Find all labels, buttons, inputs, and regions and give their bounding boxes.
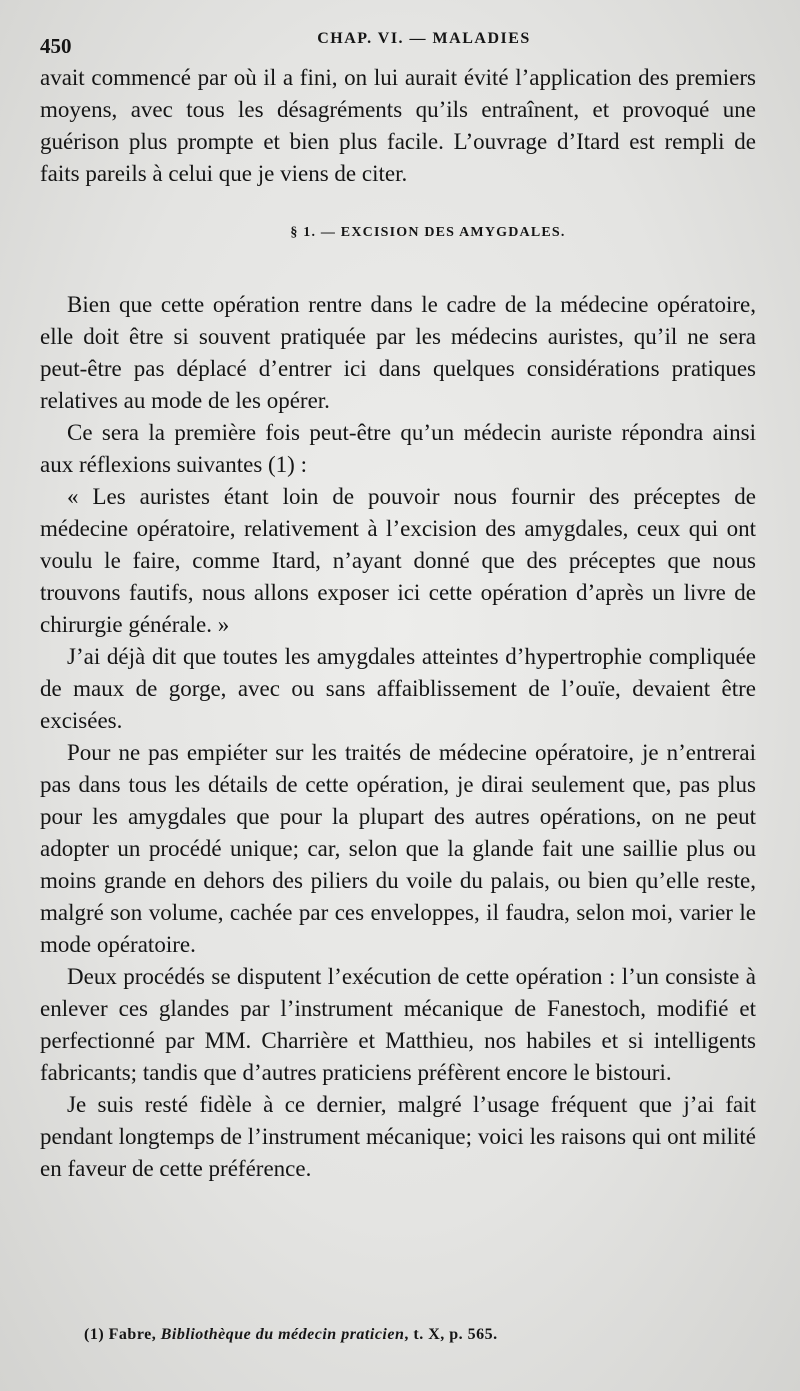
section-title: § 1. — EXCISION DES AMYGDALES. xyxy=(290,225,566,240)
paragraph: Ce sera la première fois peut-être qu’un médecin auriste répondra ainsi aux réflexions suivantes (1) : xyxy=(40,420,756,477)
quotation-paragraph: « Les auristes étant loin de pouvoir nous fournir des préceptes de médecine opératoire, relativement à l’excision des amygdales, ceux qui ont voulu le faire, comme Itard, n’ayant donné que des préceptes que nous trouvons fautifs, nous allons exposer ici cette opération d’après un livre de chirurgie générale. » xyxy=(40,484,756,637)
footnote-reference: , t. X, p. 565. xyxy=(404,1326,498,1343)
footnote xyxy=(84,1326,498,1344)
footnote-title: Bibliothèque du médecin praticien xyxy=(160,1326,405,1343)
page-number: 450 xyxy=(40,34,72,58)
running-title: CHAP. VI. — MALADIES xyxy=(317,30,531,47)
paragraph-continuation: avait commencé par où il a fini, on lui aurait évité l’application des premiers moyens, avec tous les désagréments qu’ils entraînent, et provoqué une guérison plus prompte et bien plus facile. L’ouvrage d’Itard est rempli de faits pareils à celui que je viens de citer. xyxy=(40,65,756,186)
running-head xyxy=(40,22,756,62)
paragraph: Deux procédés se disputent l’exécution de cette opération : l’un consiste à enlever ces glandes par l’instrument mécanique de Fanestoch, modifié et perfectionné par MM. Charrière et Matthieu, nos habiles et si intelligents fabricants; tandis que d’autres praticiens préfèrent encore le bistouri. xyxy=(40,964,756,1085)
footnote-marker: (1) Fabre, xyxy=(84,1326,161,1343)
body-text xyxy=(40,62,756,1185)
paragraph: Je suis resté fidèle à ce dernier, malgré l’usage fréquent que j’ai fait pendant longtemps de l’instrument mécanique; voici les raisons qui ont milité en faveur de cette préférence. xyxy=(40,1092,756,1181)
paragraph: Bien que cette opération rentre dans le cadre de la médecine opératoire, elle doit être si souvent pratiquée par les médecins auristes, qu’il ne sera peut-être pas déplacé d’entrer ici dans quelques considérations pratiques relatives au mode de les opérer. xyxy=(40,292,756,413)
paragraph: Pour ne pas empiéter sur les traités de médecine opératoire, je n’entrerai pas dans tous les détails de cette opération, je dirai seulement que, pas plus pour les amygdales que pour la plupart des autres opérations, on ne peut adopter un procédé unique; car, selon que la glande fait une saillie plus ou moins grande en dehors des piliers du voile du palais, ou bien qu’elle reste, malgré son volume, cachée par ces enveloppes, il faudra, selon moi, varier le mode opératoire. xyxy=(40,740,756,957)
paragraph: J’ai déjà dit que toutes les amygdales atteintes d’hypertrophie compliquée de maux de gorge, avec ou sans affaiblissement de l’ouïe, devaient être excisées. xyxy=(40,644,756,733)
